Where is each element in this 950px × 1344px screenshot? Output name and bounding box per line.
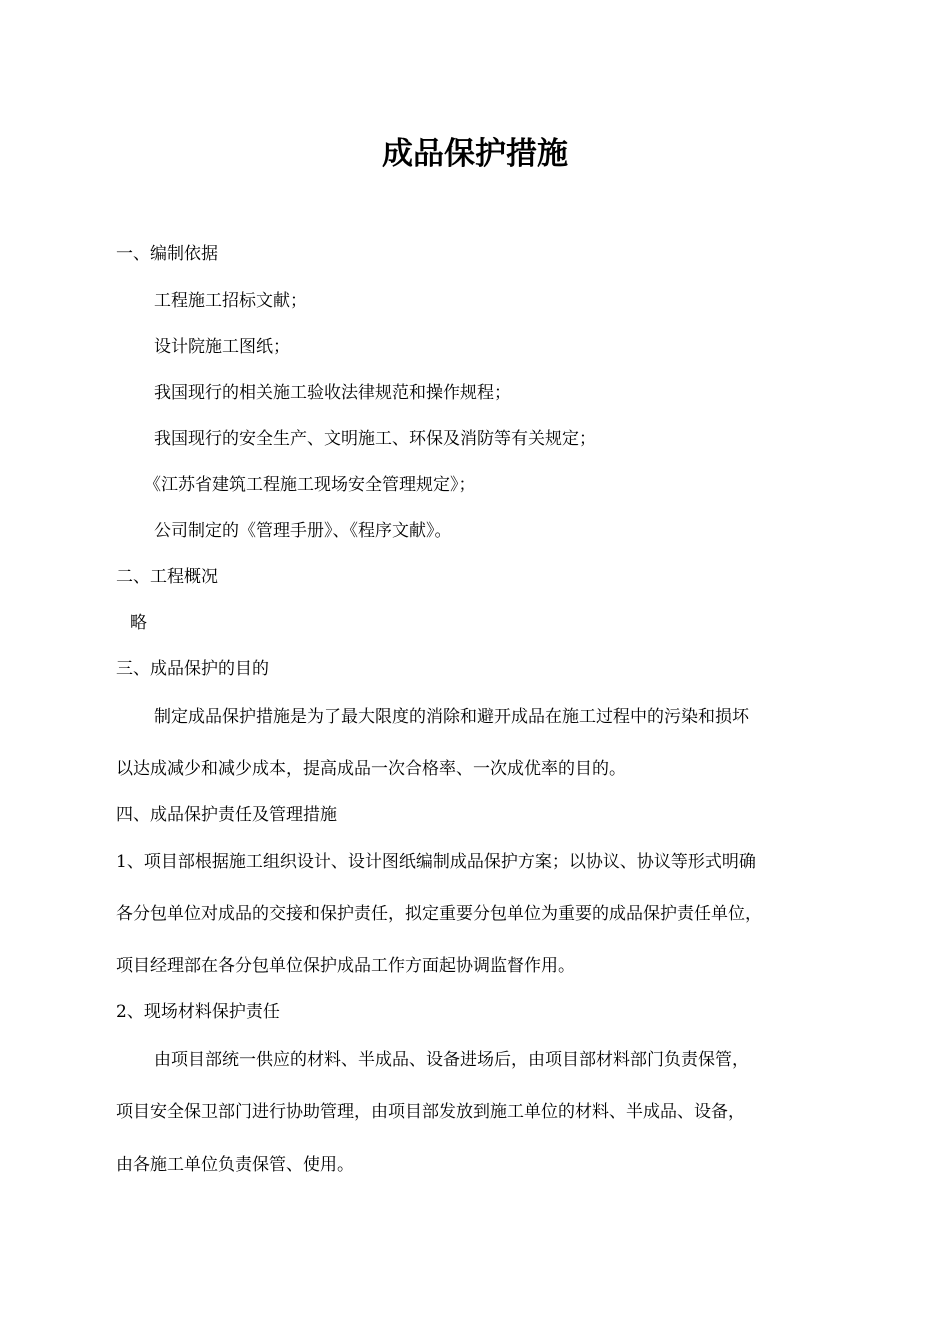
responsibility-item-2-line: 由项目部统一供应的材料、半成品、设备进场后，由项目部材料部门负责保管， (154, 1050, 749, 1070)
section-heading-overview: 二、工程概况 (116, 567, 218, 587)
basis-item: 公司制定的《管理手册》、《程序文献》。 (154, 521, 452, 541)
basis-item: 设计院施工图纸； (154, 337, 290, 357)
responsibility-item-2-line: 由各施工单位负责保管、使用。 (116, 1155, 354, 1175)
overview-body: 略 (130, 613, 147, 633)
section-heading-responsibility: 四、成品保护责任及管理措施 (116, 805, 337, 825)
responsibility-item-2-heading: 2、现场材料保护责任 (116, 1002, 280, 1022)
basis-item: 《江苏省建筑工程施工现场安全管理规定》； (144, 475, 476, 495)
responsibility-item-1-line: 各分包单位对成品的交接和保护责任，拟定重要分包单位为重要的成品保护责任单位， (116, 904, 762, 924)
purpose-paragraph-line: 制定成品保护措施是为了最大限度的消除和避开成品在施工过程中的污染和损坏 (154, 707, 749, 727)
purpose-paragraph-line: 以达成减少和减少成本，提高成品一次合格率、一次成优率的目的。 (116, 759, 626, 779)
basis-item: 我国现行的安全生产、文明施工、环保及消防等有关规定； (154, 429, 596, 449)
section-heading-purpose: 三、成品保护的目的 (116, 659, 269, 679)
basis-item: 我国现行的相关施工验收法律规范和操作规程； (154, 383, 511, 403)
document-title: 成品保护措施 (382, 136, 568, 172)
responsibility-item-2-line: 项目安全保卫部门进行协助管理，由项目部发放到施工单位的材料、半成品、设备， (116, 1102, 745, 1122)
basis-item: 工程施工招标文献； (154, 291, 307, 311)
section-heading-basis: 一、编制依据 (116, 244, 218, 264)
responsibility-item-1-line: 1、项目部根据施工组织设计、设计图纸编制成品保护方案；以协议、协议等形式明确 (116, 852, 756, 872)
responsibility-item-1-line: 项目经理部在各分包单位保护成品工作方面起协调监督作用。 (116, 956, 575, 976)
